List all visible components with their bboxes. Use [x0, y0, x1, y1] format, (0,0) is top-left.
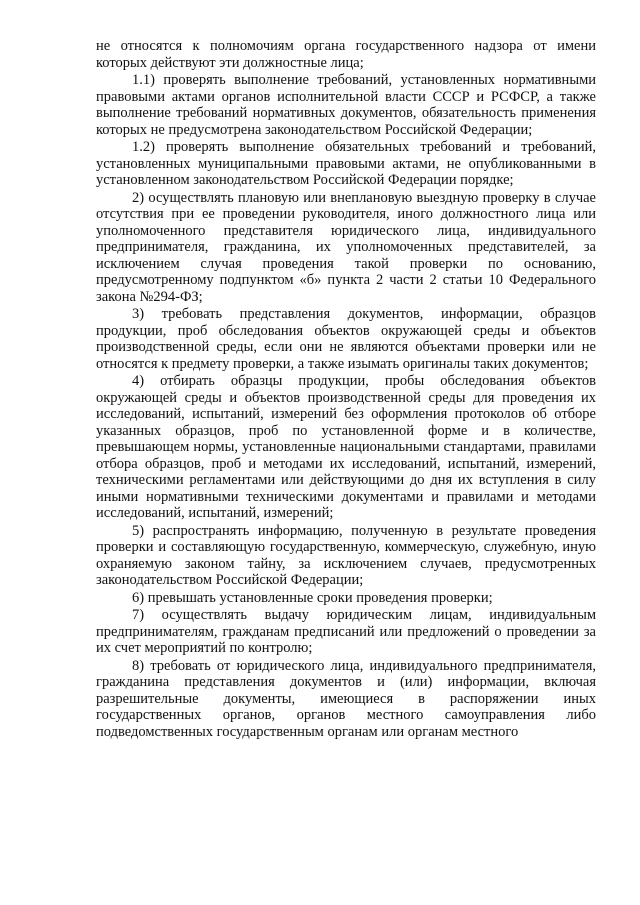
paragraph-2: 2) осуществлять плановую или внеплановую выездную проверку в случае отсутствия при ее проведении руководителя, иного должностного лица или уполномоченного представителя юридического лица, индивидуального предпринимателя, гражданина, их уполномоченных представителей, за исключением случая проведения такой проверки по основанию, предусмотренному подпунктом «б» пункта 2 части 2 статьи 10 Федерального закона №294-ФЗ; — [96, 189, 596, 305]
paragraph-3: 3) требовать представления документов, информации, образцов продукции, проб обследования объектов окружающей среды и объектов производственной среды, если они не являются объектами проверки или не относятся к предмету проверки, а также изымать оригиналы таких документов; — [96, 306, 596, 372]
paragraph-8: 8) требовать от юридического лица, индивидуального предпринимателя, гражданина представления документов и (или) информации, включая разрешительные документы, имеющиеся в распоряжении иных государственных органов, органов местного самоуправления либо подведомственных государственным органам или органам местного — [96, 657, 596, 740]
paragraph-4: 4) отбирать образцы продукции, пробы обследования объектов окружающей среды и объектов производственной среды для проведения их исследований, испытаний, измерений без оформления протоколов об отборе указанных образцов, проб по установленной форме и в количестве, превышающем нормы, установленные национальными стандартами, правилами отбора образцов, проб и методами их исследований, испытаний, измерений, техническими регламентами или действующими до дня их вступления в силу иными нормативными техническими документами и правилами и методами исследований, испытаний, измерений; — [96, 373, 596, 521]
paragraph-1-2: 1.2) проверять выполнение обязательных требований и требований, установленных муниципальными правовыми актами, не опубликованными в установленном законодательством Российской Федерации порядке; — [96, 139, 596, 188]
document-page — [96, 38, 596, 741]
paragraph-continuation: не относятся к полномочиям органа государственного надзора от имени которых действуют эти должностные лица; — [96, 38, 596, 71]
paragraph-7: 7) осуществлять выдачу юридическим лицам, индивидуальным предпринимателям, гражданам предписаний или предложений о проведении за их счет мероприятий по контролю; — [96, 607, 596, 656]
paragraph-6: 6) превышать установленные сроки проведения проверки; — [132, 589, 493, 606]
paragraph-5: 5) распространять информацию, полученную в результате проведения проверки и составляющую государственную, коммерческую, служебную, иную охраняемую законом тайну, за исключением случаев, предусмотренных законодательством Российской Федерации; — [96, 522, 596, 588]
paragraph-1-1: 1.1) проверять выполнение требований, установленных нормативными правовыми актами органов исполнительной власти СССР и РСФСР, а также выполнение требований нормативных документов, обязательность применения которых не предусмотрена законодательством Российской Федерации; — [96, 72, 596, 138]
